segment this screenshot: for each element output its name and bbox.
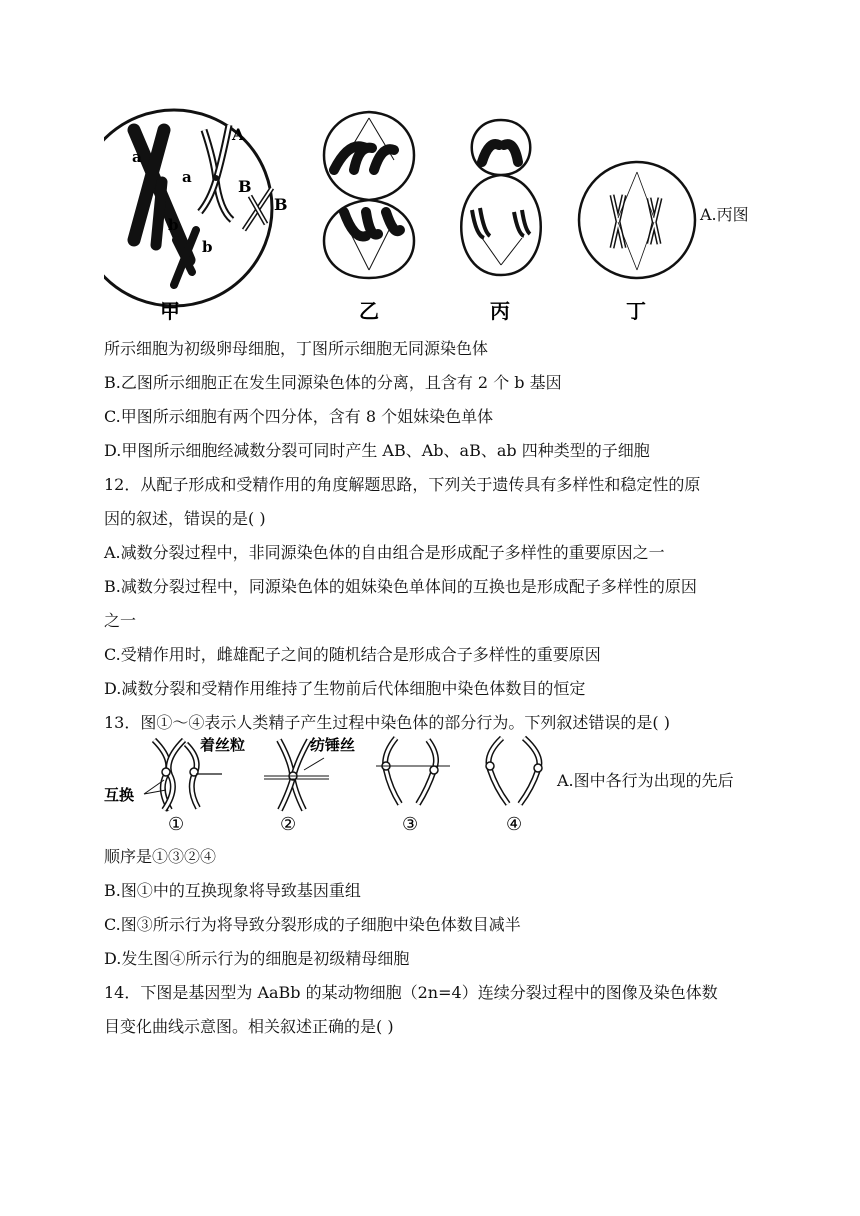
cell-label-bing: 丙 bbox=[490, 299, 510, 323]
q12-option-b-line1: B.减数分裂过程中，同源染色体的姐妹染色单体间的互换也是形成配子多样性的原因 bbox=[104, 577, 697, 596]
allele-label: b bbox=[168, 216, 179, 234]
cell-jia bbox=[104, 110, 288, 306]
allele-label: B bbox=[274, 195, 288, 214]
q13-option-d: D.发生图④所示行为的细胞是初级精母细胞 bbox=[104, 949, 410, 968]
q14-stem-line1: 14．下图是基因型为 AaBb 的某动物细胞（2n=4）连续分裂过程中的图像及染色体数 bbox=[104, 983, 718, 1002]
panel-4 bbox=[486, 738, 542, 804]
q11-option-b: B.乙图所示细胞正在发生同源染色体的分离，且含有 2 个 b 基因 bbox=[104, 373, 562, 392]
q11-option-a-continued: 所示细胞为初级卵母细胞，丁图所示细胞无同源染色体 bbox=[104, 339, 489, 358]
q13-option-a-line1: A.图中各行为出现的先后 bbox=[557, 771, 734, 790]
allele-label: a bbox=[132, 148, 142, 166]
panel-number: ④ bbox=[506, 814, 523, 835]
cell-label-jia: 甲 bbox=[160, 299, 180, 323]
q12-stem-line2: 因的叙述，错误的是( ) bbox=[104, 509, 266, 528]
label-crossover: 互换 bbox=[104, 786, 135, 804]
panel-number: ② bbox=[280, 814, 297, 835]
allele-label: B bbox=[238, 177, 252, 196]
label-centromere: 着丝粒 bbox=[200, 736, 246, 754]
q13-option-b: B.图①中的互换现象将导致基因重组 bbox=[104, 881, 361, 900]
q12-option-d: D.减数分裂和受精作用维持了生物前后代体细胞中染色体数目的恒定 bbox=[104, 679, 586, 698]
q11-option-a-start: A.丙图 bbox=[700, 205, 749, 224]
q14-stem-line2: 目变化曲线示意图。相关叙述正确的是( ) bbox=[104, 1017, 394, 1036]
allele-label: b bbox=[202, 238, 213, 256]
panel-number: ③ bbox=[402, 814, 419, 835]
allele-label: A bbox=[232, 125, 245, 144]
label-spindle: 纺锤丝 bbox=[310, 736, 356, 754]
allele-label: a bbox=[182, 168, 192, 186]
cell-bing bbox=[461, 120, 541, 275]
panel-3 bbox=[376, 738, 450, 804]
q11-option-d: D.甲图所示细胞经减数分裂可同时产生 AB、Ab、aB、ab 四种类型的子细胞 bbox=[104, 441, 650, 460]
chromosome-behavior-figure bbox=[104, 730, 554, 838]
q12-stem-line1: 12．从配子形成和受精作用的角度解题思路，下列关于遗传具有多样性和稳定性的原 bbox=[104, 475, 701, 494]
q13-stem: 13．图①～④表示人类精子产生过程中染色体的部分行为。下列叙述错误的是( ) bbox=[104, 713, 670, 732]
cell-label-yi: 乙 bbox=[359, 299, 379, 323]
q12-option-a: A.减数分裂过程中，非同源染色体的自由组合是形成配子多样性的重要原因之一 bbox=[104, 543, 665, 562]
q13-option-a-line2: 顺序是①③②④ bbox=[104, 847, 217, 866]
q12-option-c: C.受精作用时，雌雄配子之间的随机结合是形成合子多样性的重要原因 bbox=[104, 645, 601, 664]
q12-option-b-line2: 之一 bbox=[104, 611, 137, 630]
cell-yi bbox=[324, 112, 414, 278]
q11-option-c: C.甲图所示细胞有两个四分体，含有 8 个姐妹染色单体 bbox=[104, 407, 494, 426]
q13-option-c: C.图③所示行为将导致分裂形成的子细胞中染色体数目减半 bbox=[104, 915, 521, 934]
panel-number: ① bbox=[168, 814, 185, 835]
cell-ding bbox=[579, 162, 695, 278]
cell-division-figure bbox=[104, 100, 704, 330]
cell-label-ding: 丁 bbox=[626, 299, 646, 323]
